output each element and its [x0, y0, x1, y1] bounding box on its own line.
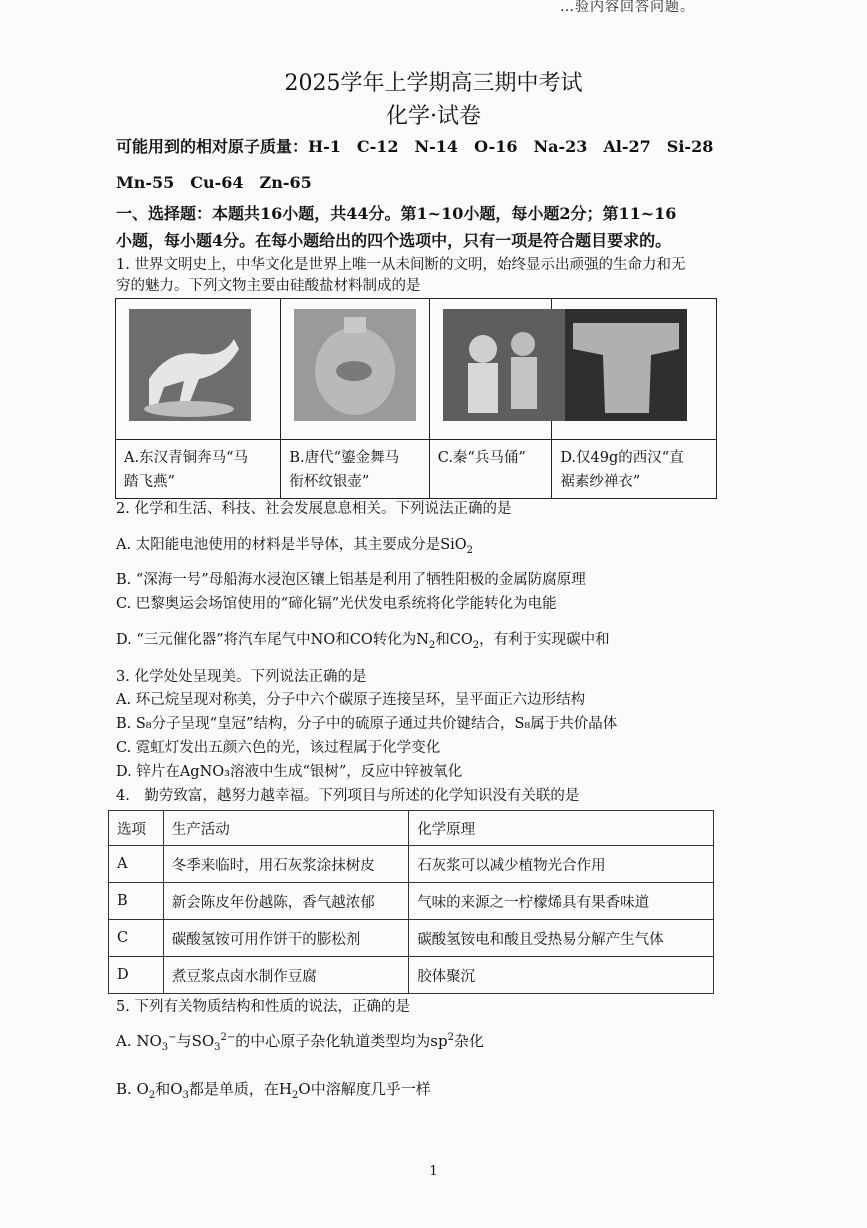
q4-cell: 煮豆浆点卤水制作豆腐: [163, 957, 408, 994]
q3-stem: 3. 化学处处呈现美。下列说法正确的是: [116, 669, 367, 685]
q5-option-a: A. $NO_3^-$与$SO_3^{2-}$的中心原子杂化轨道类型均为$sp^2$杂化: [116, 1032, 484, 1053]
exam-title: 2025学年上学期高三期中考试: [284, 71, 583, 96]
q2-option-a: A. 太阳能电池使用的材料是半导体，其主要成分是SiO$_2$: [116, 537, 474, 556]
q4-header-option: 选项: [109, 811, 164, 846]
top-cut-text: …验内容回答问题。: [560, 0, 695, 15]
q4-cell: A: [109, 846, 164, 883]
atomic-mass-line1: 可能用到的相对原子质量：H-1 C-12 N-14 O-16 Na-23 Al-27 Si-28: [116, 137, 714, 156]
q4-cell: 石灰浆可以减少植物光合作用: [409, 846, 714, 883]
q5-option-b: B. $O_2$和$O_3$都是单质，在$H_2O$中溶解度几乎一样: [116, 1080, 431, 1101]
table-row: [109, 883, 714, 920]
q1-line2: 穷的魅力。下列文物主要由硅酸盐材料制成的是: [116, 278, 421, 294]
atomic-mass-line2: Mn-55 Cu-64 Zn-65: [116, 173, 312, 192]
q3-option-b: B. S₈分子呈现“皇冠”结构，分子中的硫原子通过共价键结合，S₈属于共价晶体: [116, 716, 618, 732]
q1-image-c: [429, 299, 552, 440]
q4-cell: D: [109, 957, 164, 994]
q4-table: [108, 810, 714, 994]
page-number: 1: [429, 1164, 438, 1179]
q1-option-b: B.唐代“鎏金舞马 衔杯纹银壶”: [281, 440, 429, 499]
q4-cell: 胶体聚沉: [409, 957, 714, 994]
q4-header-row: [109, 811, 714, 846]
q2-option-b: B. “深海一号”母船海水浸泡区镶上铝基是利用了牺牲阳极的金属防腐原理: [116, 572, 586, 588]
q4-cell: 碳酸氢铵可用作饼干的膨松剂: [163, 920, 408, 957]
q4-header-activity: 生产活动: [163, 811, 408, 846]
table-row: [109, 920, 714, 957]
q3-option-c: C. 霓虹灯发出五颜六色的光，该过程属于化学变化: [116, 740, 441, 756]
q5-stem: 5. 下列有关物质结构和性质的说法，正确的是: [116, 999, 410, 1015]
q1-option-a: A.东汉青铜奔马“马 踏飞燕”: [116, 440, 281, 499]
q3-option-a: A. 环己烷呈现对称美，分子中六个碳原子连接呈环，呈平面正六边形结构: [116, 692, 586, 708]
q1-image-d: [552, 299, 717, 440]
section1-line1: 一、选择题：本题共16小题，共44分。第1~10小题，每小题2分；第11~16: [116, 204, 677, 223]
q4-cell: 气味的来源之一柠檬烯具有果香味道: [409, 883, 714, 920]
q4-cell: 碳酸氢铵电和酸且受热易分解产生气体: [409, 920, 714, 957]
q1-option-d: D.仅49g的西汉“直 裾素纱禅衣”: [552, 440, 717, 499]
q2-stem: 2. 化学和生活、科技、社会发展息息相关。下列说法正确的是: [116, 501, 512, 517]
section1-line2: 小题，每小题4分。在每小题给出的四个选项中，只有一项是符合题目要求的。: [116, 231, 672, 250]
q1-option-c: C.秦“兵马俑”: [429, 440, 552, 499]
q4-cell: B: [109, 883, 164, 920]
table-row: [109, 957, 714, 994]
q3-option-d: D. 锌片在AgNO₃溶液中生成“银树”，反应中锌被氧化: [116, 764, 463, 780]
q4-header-principle: 化学原理: [409, 811, 714, 846]
q4-cell: C: [109, 920, 164, 957]
q1-image-b: [281, 299, 429, 440]
q4-cell: 冬季来临时，用石灰浆涂抹树皮: [163, 846, 408, 883]
exam-subtitle: 化学·试卷: [386, 104, 481, 129]
q4-cell: 新会陈皮年份越陈，香气越浓郁: [163, 883, 408, 920]
q1-image-table: [115, 298, 717, 499]
q1-image-a: [116, 299, 281, 440]
q2-option-d: D. “三元催化器”将汽车尾气中NO和CO转化为$N_2$和$CO_2$，有利于实现碳中和: [116, 632, 610, 651]
q2-option-c: C. 巴黎奥运会场馆使用的“碲化镉”光伏发电系统将化学能转化为电能: [116, 596, 557, 612]
table-row: [109, 846, 714, 883]
q4-stem: 4. 勤劳致富，越努力越幸福。下列项目与所述的化学知识没有关联的是: [116, 788, 580, 804]
q1-line1: 1. 世界文明史上，中华文化是世界上唯一从未间断的文明，始终显示出顽强的生命力和无: [116, 257, 686, 273]
